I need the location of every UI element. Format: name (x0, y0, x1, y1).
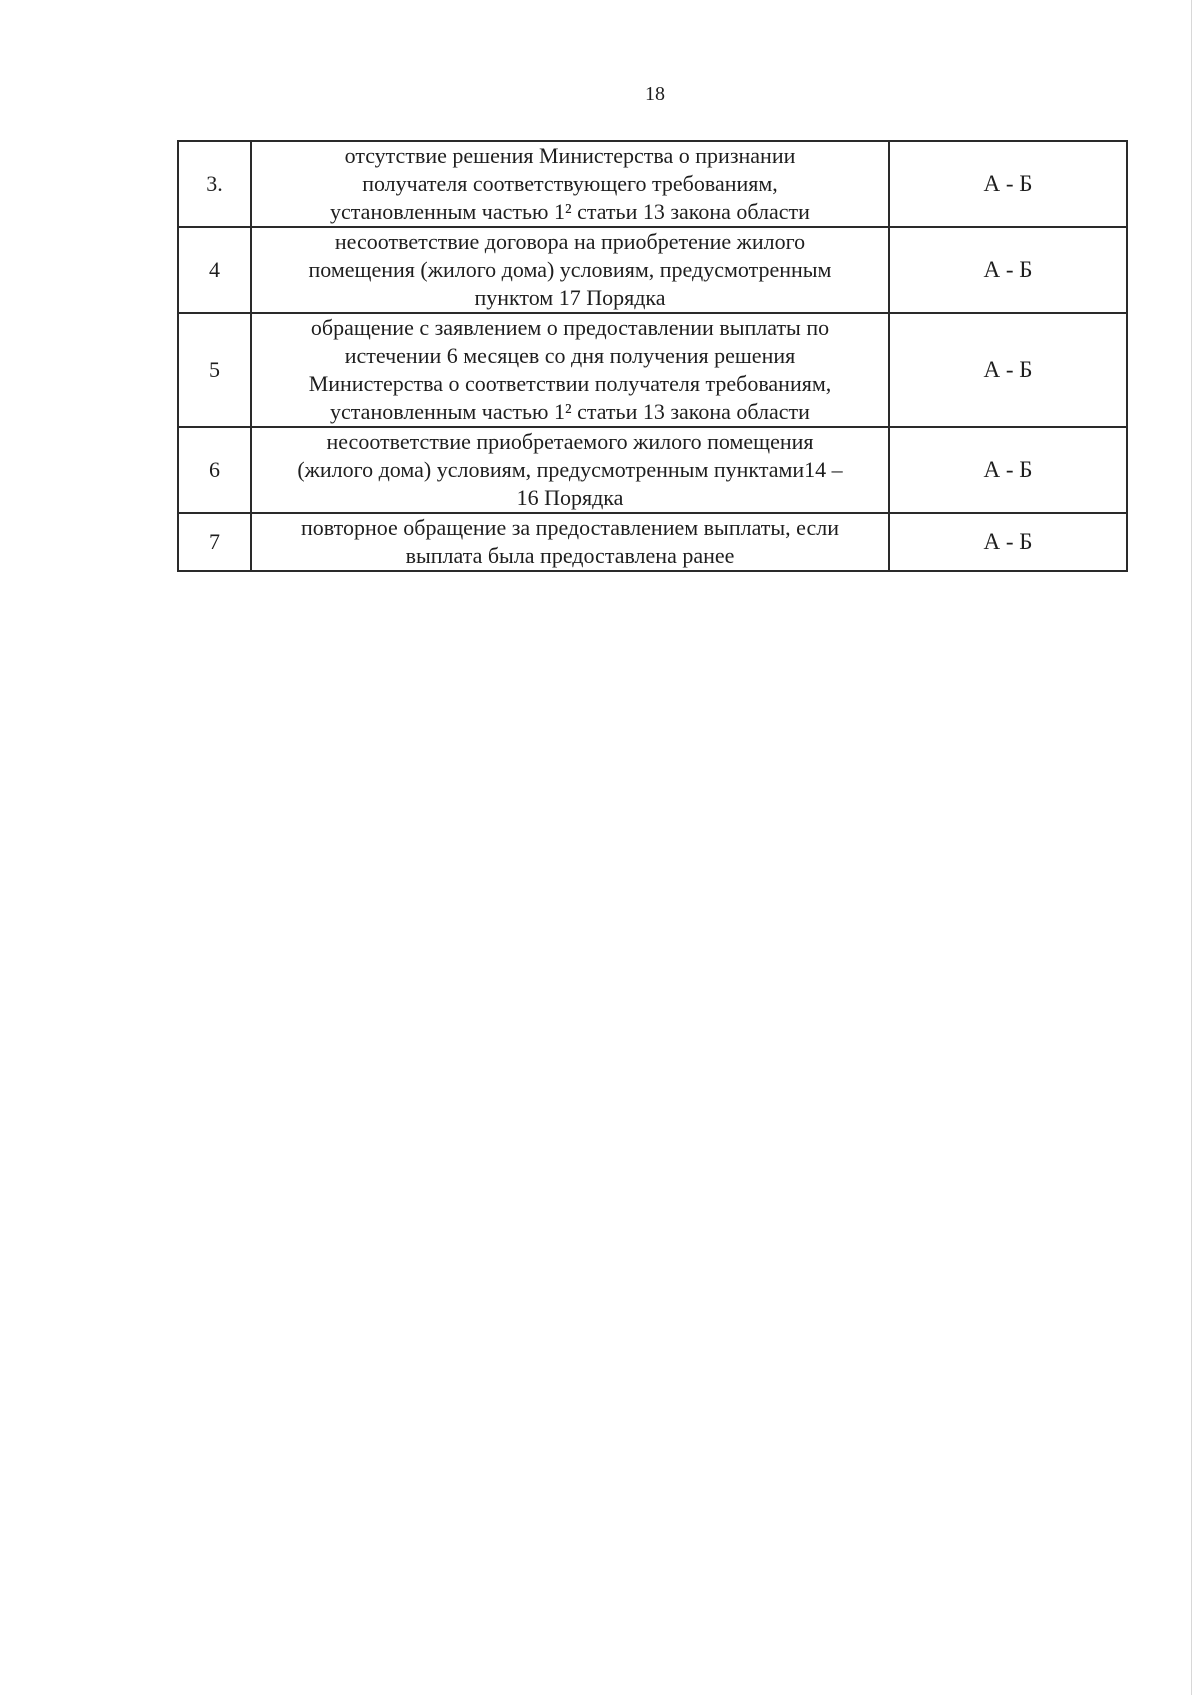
description-line: обращение с заявлением о предоставлении выплаты по (310, 315, 830, 340)
description-line: установленным частью 1² статьи 13 закона области (330, 199, 810, 224)
row-description (251, 513, 889, 571)
table-row (178, 513, 1127, 571)
row-code: А - Б (889, 227, 1127, 313)
description-line: несоответствие приобретаемого жилого помещения (326, 429, 814, 454)
row-number: 7 (178, 513, 251, 571)
description-line: Министерства о соответствии получателя требованиям, (308, 371, 832, 396)
row-number: 3. (178, 141, 251, 227)
description-line: истечении 6 месяцев со дня получения решения (344, 343, 796, 368)
row-code: А - Б (889, 427, 1127, 513)
description-line: выплата была предоставлена ранее (405, 543, 735, 568)
row-code: А - Б (889, 141, 1127, 227)
description-line: несоответствие договора на приобретение жилого (334, 229, 806, 254)
row-description (251, 227, 889, 313)
description-line: установленным частью 1² статьи 13 закона области (330, 399, 810, 424)
page-edge-line (1191, 0, 1192, 1695)
row-description (251, 141, 889, 227)
grounds-table (177, 140, 1128, 572)
description-line: помещения (жилого дома) условиям, предусмотренным (308, 257, 832, 282)
description-line: 16 Порядка (516, 485, 624, 510)
row-code: А - Б (889, 313, 1127, 427)
table-row (178, 141, 1127, 227)
row-code: А - Б (889, 513, 1127, 571)
description-line: пунктом 17 Порядка (474, 285, 666, 310)
row-number: 4 (178, 227, 251, 313)
page-number: 18 (645, 83, 665, 105)
row-description (251, 427, 889, 513)
row-number: 6 (178, 427, 251, 513)
table-row (178, 227, 1127, 313)
table-row (178, 313, 1127, 427)
description-line: получателя соответствующего требованиям, (362, 171, 778, 196)
row-description (251, 313, 889, 427)
row-number: 5 (178, 313, 251, 427)
description-line: отсутствие решения Министерства о признании (344, 143, 796, 168)
table-row (178, 427, 1127, 513)
description-line: повторное обращение за предоставлением выплаты, если (301, 515, 839, 540)
description-line: (жилого дома) условиям, предусмотренным пунктами14 – (297, 457, 843, 482)
